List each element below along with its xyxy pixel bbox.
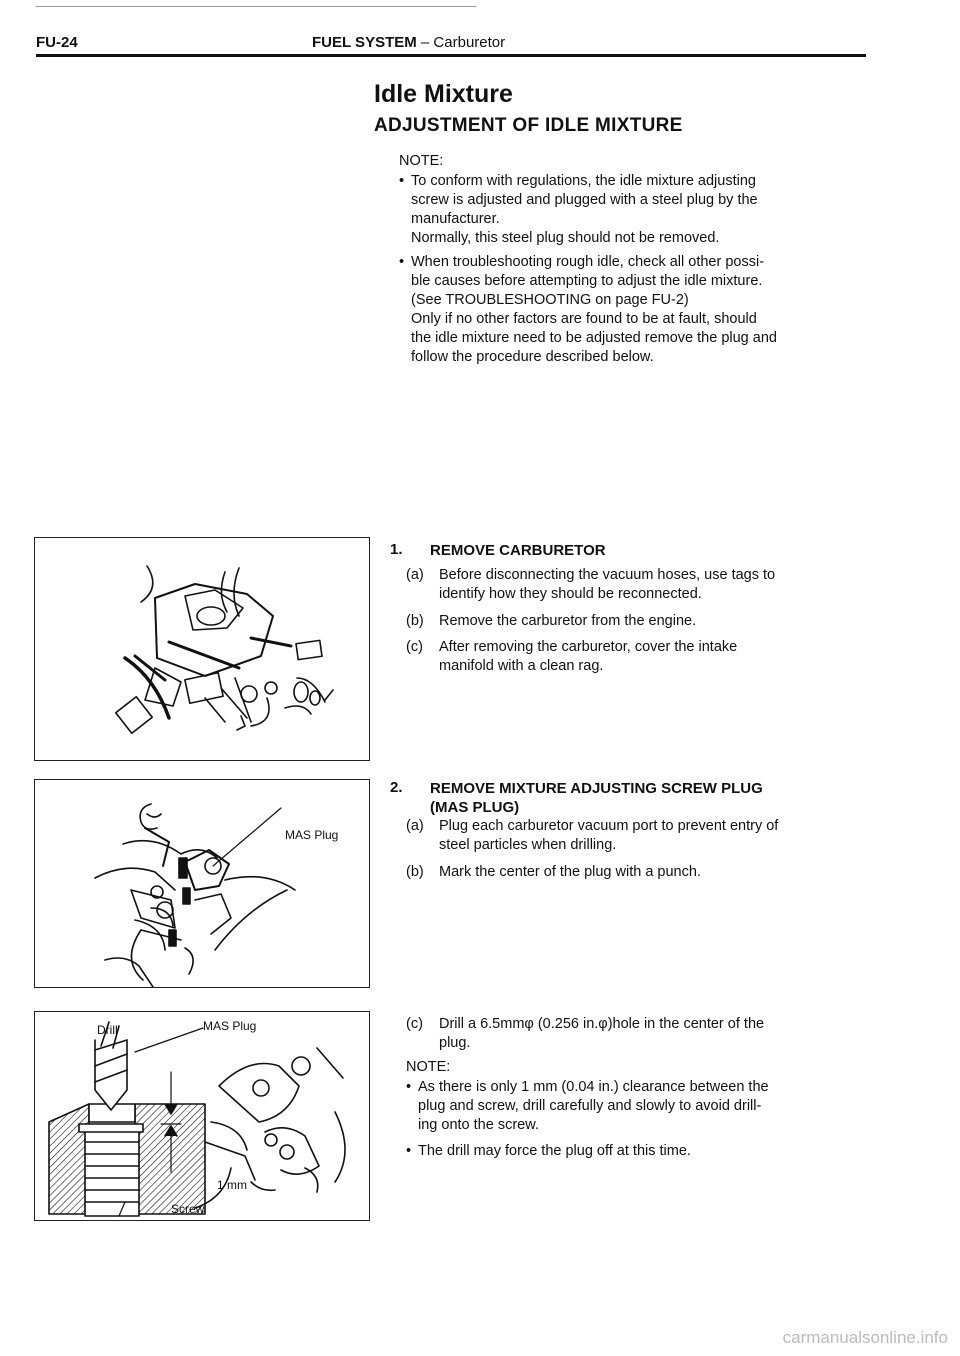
line: Normally, this steel plug should not be removed. — [411, 230, 720, 246]
bullet-dot: • — [406, 1079, 412, 1095]
line: manifold with a clean rag. — [439, 658, 604, 674]
line: As there is only 1 mm (0.04 in.) clearance between the — [418, 1079, 769, 1095]
bullet-dot: • — [399, 254, 405, 270]
figure-drill-mas-plug — [34, 1011, 370, 1221]
line: (See TROUBLESHOOTING on page FU-2) — [411, 292, 689, 308]
bullet-text — [411, 253, 869, 367]
item-label: (a) — [406, 818, 424, 834]
watermark: carmanualsonline.info — [782, 1328, 948, 1347]
step2-note-bullet-2 — [406, 1142, 876, 1161]
step2-item-b — [406, 863, 872, 882]
page-subtitle: ADJUSTMENT OF IDLE MIXTURE — [374, 115, 683, 136]
mas-plug-illustration — [35, 780, 369, 987]
line: When troubleshooting rough idle, check all other possi- — [411, 254, 765, 270]
line: Mark the center of the plug with a punch. — [439, 864, 701, 880]
drill-label: Drill — [97, 1023, 118, 1037]
item-text — [439, 638, 872, 676]
item-label: (b) — [406, 864, 424, 880]
mas-plug-label-2: MAS Plug — [203, 1019, 257, 1033]
item-text — [439, 817, 872, 855]
step1-item-b — [406, 612, 872, 631]
figure-carburetor-removal — [34, 537, 370, 761]
step1-item-a — [406, 566, 872, 604]
step2-title-line: REMOVE MIXTURE ADJUSTING SCREW PLUG — [430, 780, 763, 797]
drill-section-illustration — [35, 1012, 369, 1220]
step2-item-a — [406, 817, 872, 855]
figure-mas-plug-location — [34, 779, 370, 988]
bullet-text — [411, 172, 869, 248]
line: Remove the carburetor from the engine. — [439, 613, 697, 629]
step2-title-line: (MAS PLUG) — [430, 799, 520, 816]
line: identify how they should be reconnected. — [439, 586, 702, 602]
page-code: FU-24 — [36, 34, 78, 51]
line: screw is adjusted and plugged with a steel plug by the — [411, 192, 758, 208]
item-text — [439, 566, 872, 604]
step1-title: REMOVE CARBURETOR — [430, 542, 606, 559]
item-label: (c) — [406, 1016, 423, 1032]
item-label: (b) — [406, 613, 424, 629]
section-title-bold: FUEL SYSTEM — [312, 34, 417, 51]
section-title-rest: – Carburetor — [416, 34, 506, 51]
step2-note-bullet-1 — [406, 1078, 876, 1135]
line: Before disconnecting the vacuum hoses, use tags to — [439, 567, 776, 583]
bullet-dot: • — [406, 1143, 412, 1159]
step2-number: 2. — [390, 779, 403, 796]
step1-item-c — [406, 638, 872, 676]
line: the idle mixture need to be adjusted remove the plug and — [411, 330, 777, 346]
line: Drill a 6.5mmφ (0.256 in.φ)hole in the center of the — [439, 1016, 765, 1032]
item-text — [439, 863, 872, 882]
item-label: (c) — [406, 639, 423, 655]
step2-item-c — [406, 1015, 872, 1053]
line: manufacturer. — [411, 211, 500, 227]
step1-number: 1. — [390, 541, 403, 558]
gap-1mm-label: 1 mm — [217, 1178, 247, 1192]
top-rule — [36, 6, 476, 7]
item-label: (a) — [406, 567, 424, 583]
line: To conform with regulations, the idle mixture adjusting — [411, 173, 756, 189]
header-rule — [36, 54, 866, 57]
line: Plug each carburetor vacuum port to prevent entry of — [439, 818, 779, 834]
line: ing onto the screw. — [418, 1117, 539, 1133]
page-title: Idle Mixture — [374, 80, 513, 108]
intro-bullet-2 — [399, 253, 869, 367]
line: ble causes before attempting to adjust the idle mixture. — [411, 273, 763, 289]
line: plug. — [439, 1035, 471, 1051]
line: Only if no other factors are found to be at fault, should — [411, 311, 757, 327]
line: The drill may force the plug off at this time. — [418, 1143, 691, 1159]
line: plug and screw, drill carefully and slowly to avoid drill- — [418, 1098, 762, 1114]
intro-bullet-1 — [399, 172, 869, 248]
bullet-dot: • — [399, 173, 405, 189]
line: After removing the carburetor, cover the intake — [439, 639, 738, 655]
intro-note-label: NOTE: — [399, 153, 444, 169]
item-text — [439, 612, 872, 631]
mas-plug-label: MAS Plug — [285, 828, 339, 842]
screw-label: Screw — [171, 1202, 205, 1216]
section-title — [312, 34, 505, 51]
bullet-text — [418, 1078, 876, 1135]
line: follow the procedure described below. — [411, 349, 654, 365]
step2-note-label: NOTE: — [406, 1059, 451, 1075]
line: steel particles when drilling. — [439, 837, 617, 853]
step2-title — [430, 779, 763, 817]
item-text — [439, 1015, 872, 1053]
carburetor-illustration — [35, 538, 369, 760]
bullet-text — [418, 1142, 876, 1161]
